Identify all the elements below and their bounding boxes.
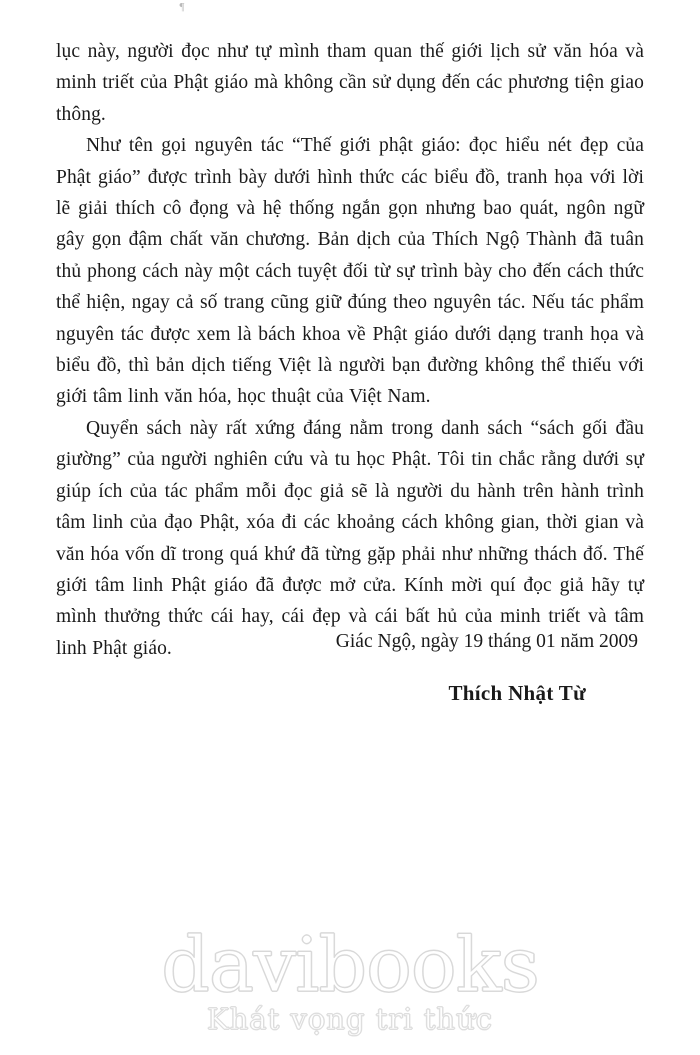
watermark-brand: davibooks [161,920,539,1009]
signature-date: Giác Ngộ, ngày 19 tháng 01 năm 2009 [335,631,638,652]
paragraph-2: Như tên gọi nguyên tác “Thế giới phật giáo: đọc hiểu nét đẹp của Phật giáo” được trình bày dưới hình thức các biểu đồ, tranh họa với lời lẽ giải thích cô đọng và hệ thống ngắn gọn nhưng bao quát, ngôn ngữ gây gọn đậm chất văn chương. Bản dịch của Thích Ngộ Thành đã tuân thủ phong cách này một cách tuyệt đối từ sự trình bày cho đến cách thức thể hiện, ngay cả số trang cũng giữ đúng theo nguyên tác. Nếu tác phẩm nguyên tác được xem là bách khoa về Phật giáo dưới dạng tranh họa và biểu đồ, thì bản dịch tiếng Việt là người bạn đường không thể thiếu với giới tâm linh văn hóa, học thuật của Việt Nam. [56,135,644,408]
page-top-mark: ¶ [179,1,185,13]
watermark [0,920,700,1036]
paragraph-1: lục này, người đọc như tự mình tham quan thế giới lịch sử văn hóa và minh triết của Phật giáo mà không cần sử dụng đến các phương tiện giao thông. [56,41,644,125]
signature-name: Thích Nhật Từ [448,681,586,705]
paragraph-3: Quyển sách này rất xứng đáng nằm trong danh sách “sách gối đầu giường” của người nghiên cứu và tu học Phật. Tôi tin chắc rằng dưới sự giúp ích của tác phẩm mỗi đọc giả sẽ là người du hành trên hành trình tâm linh của đạo Phật, xóa đi các khoảng cách không gian, thời gian và văn hóa vốn dĩ trong quá khứ đã từng gặp phải như những thách đố. Thế giới tâm linh Phật giáo đã được mở cửa. Kính mời quí đọc giả hãy tự mình thưởng thức cái hay, cái đẹp và cái bất hủ của minh triết và tâm linh Phật giáo. [56,417,644,659]
watermark-tagline: Khát vọng tri thức [206,1002,494,1036]
page-body-text [56,36,644,705]
